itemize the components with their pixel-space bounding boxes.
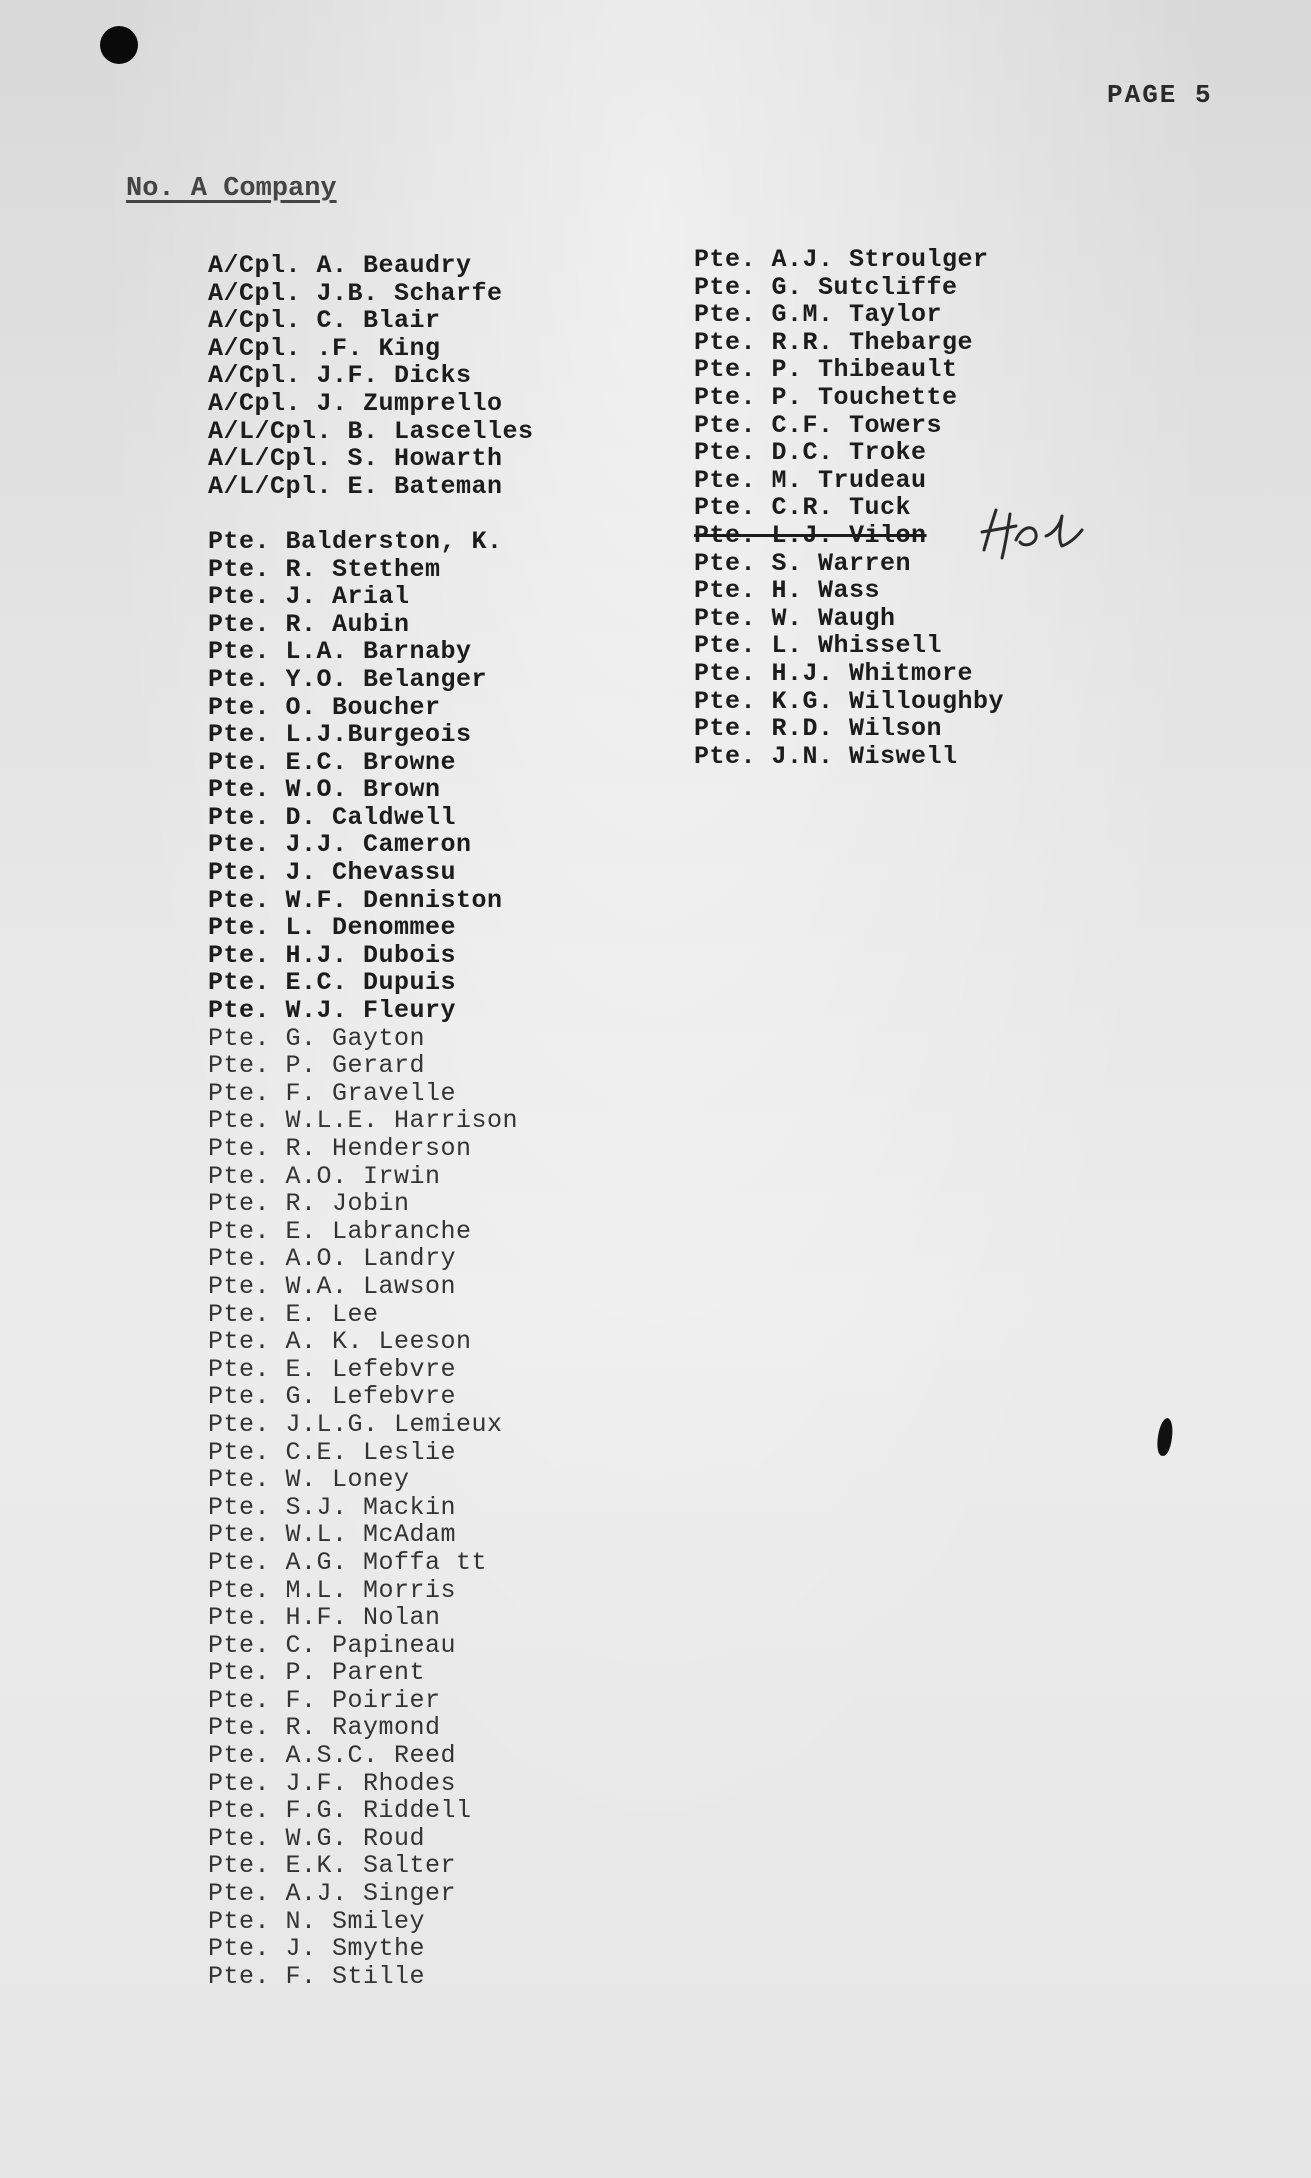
nco-entry: A/L/Cpl. B. Lascelles (208, 416, 534, 446)
private-entry: Pte. R. Jobin (208, 1189, 410, 1219)
private-entry: Pte. J. Smythe (208, 1934, 426, 1964)
private-entry: Pte. L. Whissell (694, 631, 943, 661)
private-entry: Pte. W.L.E. Harrison (208, 1106, 519, 1136)
private-entry: Pte. W. Waugh (694, 603, 896, 633)
left-column-roster (208, 252, 534, 1990)
private-entry: Pte. E. Lefebvre (208, 1354, 457, 1384)
private-entry: Pte. J.N. Wiswell (694, 741, 958, 771)
private-entry: Pte. A.G. Moffa tt (208, 1547, 488, 1577)
private-entry: Pte. W.J. Fleury (208, 996, 457, 1026)
nco-entry: A/Cpl. J.B. Scharfe (208, 278, 503, 308)
private-entry: Pte. R. Aubin (208, 609, 410, 639)
private-entry: Pte. P. Thibeault (694, 355, 958, 385)
private-entry: Pte. L.J.Burgeois (208, 720, 472, 750)
private-entry: Pte. P. Gerard (208, 1051, 426, 1081)
private-entry: Pte. F.G. Riddell (208, 1796, 472, 1826)
private-entry: Pte. P. Parent (208, 1658, 426, 1688)
nco-entry: A/Cpl. J.F. Dicks (208, 361, 472, 391)
private-entry: Pte. H.F. Nolan (208, 1603, 441, 1633)
private-entry: Pte. H. Wass (694, 576, 881, 606)
private-entry: Pte. F. Poirier (208, 1685, 441, 1715)
private-entry: Pte. K.G. Willoughby (694, 686, 1005, 716)
handwritten-annotation (976, 500, 1088, 562)
private-entry: Pte. R. Raymond (208, 1713, 441, 1743)
private-entry: Pte. F. Stille (208, 1961, 426, 1991)
private-entry: Pte. A. K. Leeson (208, 1327, 472, 1357)
private-entry: Pte. C.F. Towers (694, 410, 943, 440)
private-entry: Pte. H.J. Dubois (208, 940, 457, 970)
private-entry: Pte. W.L. McAdam (208, 1520, 457, 1550)
nco-entry: A/L/Cpl. S. Howarth (208, 444, 503, 474)
page-number: PAGE 5 (1107, 80, 1213, 110)
private-entry: Pte. L.A. Barnaby (208, 637, 472, 667)
private-entry: Pte. E. Lee (208, 1299, 379, 1329)
private-entry: Pte. Y.O. Belanger (208, 664, 488, 694)
private-entry: Pte. J.L.G. Lemieux (208, 1409, 503, 1439)
private-entry: Pte. W.F. Denniston (208, 885, 503, 915)
private-entry: Pte. C. Papineau (208, 1630, 457, 1660)
private-entry: Pte. G.M. Taylor (694, 300, 943, 330)
private-entry: Pte. E.C. Dupuis (208, 968, 457, 998)
private-entry: Pte. W.G. Roud (208, 1823, 426, 1853)
private-entry: Pte. W.O. Brown (208, 775, 441, 805)
private-entry: Pte. Balderston, K. (208, 526, 503, 556)
private-entry: Pte. D. Caldwell (208, 802, 457, 832)
private-entry: Pte. A.J. Stroulger (694, 245, 989, 274)
nco-entry: A/Cpl. C. Blair (208, 306, 441, 336)
private-entry: Pte. J. Arial (208, 582, 410, 612)
private-entry: Pte. J.J. Cameron (208, 830, 472, 860)
private-entry: Pte. R. Stethem (208, 554, 441, 584)
private-entry: Pte. A.O. Landry (208, 1244, 457, 1274)
company-title: No. A Company (126, 174, 337, 204)
private-entry: Pte. G. Sutcliffe (694, 272, 958, 302)
private-entry: Pte. G. Gayton (208, 1023, 426, 1053)
ink-speck (1155, 1417, 1174, 1457)
private-entry: Pte. M. Trudeau (694, 465, 927, 495)
private-entry: Pte. G. Lefebvre (208, 1382, 457, 1412)
struck-private-entry: Pte. L.J. Vilon (694, 520, 927, 550)
private-entry: Pte. E.C. Browne (208, 747, 457, 777)
private-entry: Pte. A.O. Irwin (208, 1161, 441, 1191)
private-entry: Pte. F. Gravelle (208, 1078, 457, 1108)
private-entry: Pte. D.C. Troke (694, 438, 927, 468)
private-entry: Pte. H.J. Whitmore (694, 658, 974, 688)
punch-hole (100, 26, 138, 64)
private-entry: Pte. J.F. Rhodes (208, 1768, 457, 1798)
right-column-roster (694, 246, 1004, 770)
private-entry: Pte. C.R. Tuck (694, 493, 912, 523)
private-entry: Pte. A.J. Singer (208, 1879, 457, 1909)
nco-entry: A/L/Cpl. E. Bateman (208, 471, 503, 501)
nco-entry: A/Cpl. .F. King (208, 333, 441, 363)
private-entry: Pte. R.D. Wilson (694, 714, 943, 744)
private-entry: Pte. R. Henderson (208, 1134, 472, 1163)
private-entry: Pte. O. Boucher (208, 692, 441, 722)
private-entry: Pte. S. Warren (694, 548, 912, 578)
private-entry: Pte. L. Denommee (208, 913, 457, 943)
private-entry: Pte. N. Smiley (208, 1906, 426, 1936)
private-entry: Pte. W. Loney (208, 1465, 410, 1495)
private-entry: Pte. E.K. Salter (208, 1851, 457, 1881)
private-entry: Pte. W.A. Lawson (208, 1271, 457, 1301)
private-entry: Pte. E. Labranche (208, 1216, 472, 1246)
private-entry: Pte. P. Touchette (694, 382, 958, 412)
private-entry: Pte. S.J. Mackin (208, 1492, 457, 1522)
private-entry: Pte. R.R. Thebarge (694, 327, 974, 357)
private-entry: Pte. A.S.C. Reed (208, 1741, 457, 1771)
nco-entry: A/Cpl. A. Beaudry (208, 251, 472, 280)
private-entry: Pte. C.E. Leslie (208, 1437, 457, 1467)
nco-entry: A/Cpl. J. Zumprello (208, 388, 503, 418)
section-gap (208, 500, 534, 528)
private-entry: Pte. J. Chevassu (208, 858, 457, 888)
private-entry: Pte. M.L. Morris (208, 1575, 457, 1605)
